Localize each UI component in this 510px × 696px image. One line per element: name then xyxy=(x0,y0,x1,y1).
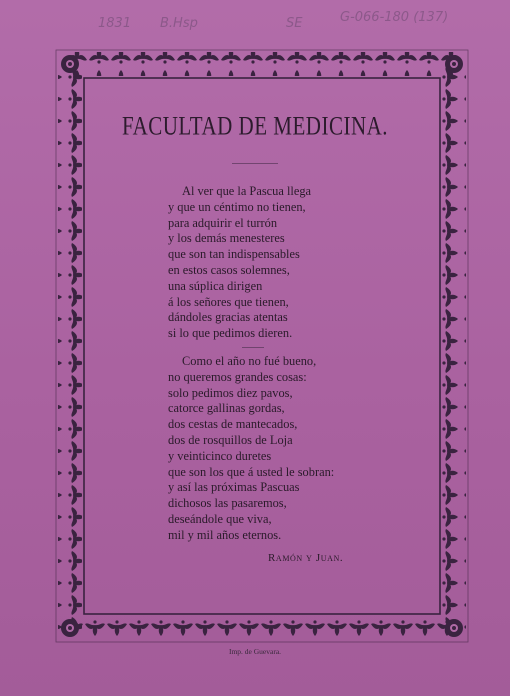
poem-line: mil y mil años eternos. xyxy=(168,527,282,542)
handwritten-note: 1831 xyxy=(98,16,132,31)
poem-line: y veinticinco duretes xyxy=(168,448,272,463)
poem-body xyxy=(168,184,398,542)
poem-line: dichosos las pasaremos, xyxy=(168,496,287,511)
poem-stanza-1 xyxy=(168,184,398,342)
poem-line: dos cestas de mantecados, xyxy=(168,417,298,432)
poem-line: catorce gallinas gordas, xyxy=(168,401,285,416)
poem-stanza-2 xyxy=(168,354,408,544)
poem-line: y que un céntimo no tienen, xyxy=(168,199,306,214)
poem-line: que son los que á usted le sobran: xyxy=(168,464,335,479)
poem-line: que son tan indispensables xyxy=(168,247,300,262)
poem-line: una súplica dirigen xyxy=(168,278,263,293)
title-divider xyxy=(232,163,278,164)
signature: Ramón y Juan. xyxy=(268,552,344,564)
handwritten-note: B.Hsp xyxy=(160,16,198,31)
poem-line: deseándole que viva, xyxy=(168,511,272,526)
handwritten-note: G-066-180 (137) xyxy=(340,10,449,25)
poem-line: dos de rosquillos de Loja xyxy=(168,432,293,447)
printer-imprint: Imp. de Guevara. xyxy=(228,647,282,656)
document-title: FACULTAD DE MEDICINA. xyxy=(121,110,389,141)
border-top-band xyxy=(66,52,458,76)
poem-line: para adquirir el turrón xyxy=(168,215,278,230)
corner-ornaments xyxy=(61,55,463,637)
poem-line: y así las próximas Pascuas xyxy=(168,480,300,495)
poem-line: dándoles gracias atentas xyxy=(168,310,288,325)
poem-line: no queremos grandes cosas: xyxy=(168,369,307,384)
poem-line: solo pedimos diez pavos, xyxy=(168,385,293,400)
poem-line: y los demás menesteres xyxy=(168,231,285,246)
stanza-divider xyxy=(242,347,264,348)
poem-line: Como el año no fué bueno, xyxy=(182,354,317,368)
poem-line: en estos casos solemnes, xyxy=(168,262,290,277)
border-left-band xyxy=(58,60,82,632)
poem-line: á los señores que tienen, xyxy=(168,294,289,309)
border-right-band xyxy=(442,60,466,632)
border-bottom-band xyxy=(66,616,458,640)
poem-line: Al ver que la Pascua llega xyxy=(182,184,312,198)
handwritten-note: SE xyxy=(286,16,303,31)
poem-line: si lo que pedimos dieren. xyxy=(168,326,293,341)
